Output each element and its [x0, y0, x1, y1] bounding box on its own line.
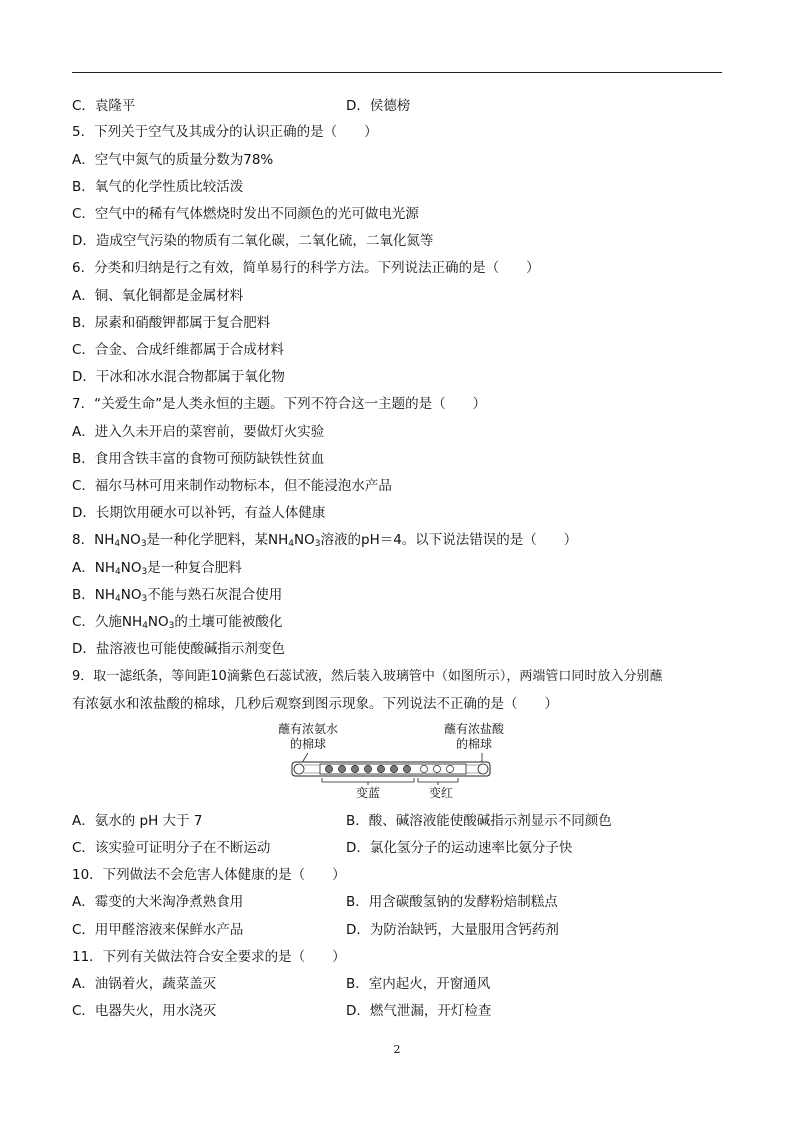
q5-option-a: A．空气中氮气的质量分数为78%	[72, 152, 274, 168]
q7-option-b: B．食用含铁丰富的食物可预防缺铁性贫血	[72, 451, 325, 467]
q6-option-d: D．干冰和冰水混合物都属于氧化物	[72, 369, 285, 385]
glass-tube-diagram	[286, 722, 496, 802]
q7-option-a: A．进入久未开启的菜窖前，要做灯火实验	[72, 424, 325, 440]
q11-option-d: D．燃气泄漏，开灯检查	[346, 1003, 492, 1019]
figure-left-label: 蘸有浓氨水 的棉球	[278, 722, 339, 751]
red-bracket	[418, 778, 458, 785]
drop-9	[433, 765, 440, 772]
q11-option-a: A．油锅着火，蔬菜盖灭	[72, 976, 217, 992]
q11-option-b: B．室内起火，开窗通风	[346, 976, 491, 992]
q9-stem-line2: 有浓氨水和浓盐酸的棉球，几秒后观察到图示现象。下列说法不正确的是（ ）	[72, 696, 558, 712]
q5-option-d: D．造成空气污染的物质有二氧化碳，二氧化硫，二氧化氮等	[72, 233, 434, 249]
q8-option-b: B．$NH_4NO_3$不能与熟石灰混合使用	[72, 587, 283, 604]
q10-option-b: B．用含碳酸氢钠的发酵粉焙制糕点	[346, 894, 558, 910]
q11-option-c: C．电器失火，用水浇灭	[72, 1003, 217, 1019]
drop-2	[338, 765, 345, 772]
q7-option-d: D．长期饮用硬水可以补钙，有益人体健康	[72, 505, 326, 521]
q10-option-d: D．为防治缺钙，大量服用含钙药剂	[346, 922, 559, 938]
q9-figure	[278, 722, 505, 802]
blue-bracket	[322, 778, 414, 785]
q8-option-c: C．久施$NH_4NO_3$的土壤可能被酸化	[72, 614, 283, 631]
q11-stem: 11．下列有关做法符合安全要求的是（ ）	[72, 949, 346, 965]
q5-option-c: C．空气中的稀有气体燃烧时发出不同颜色的光可做电光源	[72, 206, 419, 222]
q7-stem: 7．“关爱生命”是人类永恒的主题。下列不符合这一主题的是（ ）	[72, 396, 487, 412]
q8-option-a: A．$NH_4NO_3$是一种复合肥料	[72, 560, 242, 577]
q6-option-a: A．铜、氧化铜都是金属材料	[72, 288, 244, 304]
q9-option-d: D．氯化氢分子的运动速率比氨分子快	[346, 840, 573, 856]
header-rule	[72, 72, 722, 73]
drop-6	[390, 765, 397, 772]
blue-label: 变蓝	[356, 786, 381, 800]
figure-right-label: 蘸有浓盐酸 的棉球	[444, 722, 505, 751]
drop-7	[403, 765, 410, 772]
cotton-ball-left	[294, 764, 304, 774]
q4-option-c: C．袁隆平	[72, 98, 136, 114]
q9-stem-line1: 9．取一滤纸条，等间距10滴紫色石蕊试液，然后装入玻璃管中（如图所示），两端管口同时放入分别蘸	[72, 669, 663, 684]
q8-stem: 8．$NH_4NO_3$是一种化学肥料，某$NH_4NO_3$溶液的pH＝4。以下说法错误的是（ ）	[72, 532, 578, 549]
q10-stem: 10．下列做法不会危害人体健康的是（ ）	[72, 867, 346, 883]
red-label: 变红	[429, 786, 454, 800]
drop-8	[420, 765, 427, 772]
q10-option-c: C．用甲醛溶液来保鲜水产品	[72, 922, 244, 938]
drop-4	[364, 765, 371, 772]
cotton-ball-right	[478, 764, 488, 774]
q6-option-b: B．尿素和硝酸钾都属于复合肥料	[72, 315, 271, 331]
q6-option-c: C．合金、合成纤维都属于合成材料	[72, 342, 284, 358]
q4-option-d: D．侯德榜	[346, 98, 411, 114]
q6-stem: 6．分类和归纳是行之有效，简单易行的科学方法。下列说法正确的是（ ）	[72, 260, 540, 276]
drop-5	[377, 765, 384, 772]
q5-stem: 5．下列关于空气及其成分的认识正确的是（ ）	[72, 124, 378, 140]
q7-option-c: C．福尔马林可用来制作动物标本，但不能浸泡水产品	[72, 478, 392, 494]
page-number: 2	[393, 1043, 401, 1056]
drop-10	[446, 765, 453, 772]
q9-option-b: B．酸、碱溶液能使酸碱指示剂显示不同颜色	[346, 813, 612, 829]
q9-option-a: A．氨水的 pH 大于 7	[72, 813, 203, 829]
q9-option-c: C．该实验可证明分子在不断运动	[72, 840, 271, 856]
drop-3	[351, 765, 358, 772]
q10-option-a: A．霉变的大米淘净煮熟食用	[72, 894, 244, 910]
drop-1	[325, 765, 332, 772]
q5-option-b: B．氧气的化学性质比较活泼	[72, 179, 244, 195]
q8-option-d: D．盐溶液也可能使酸碱指示剂变色	[72, 641, 285, 657]
